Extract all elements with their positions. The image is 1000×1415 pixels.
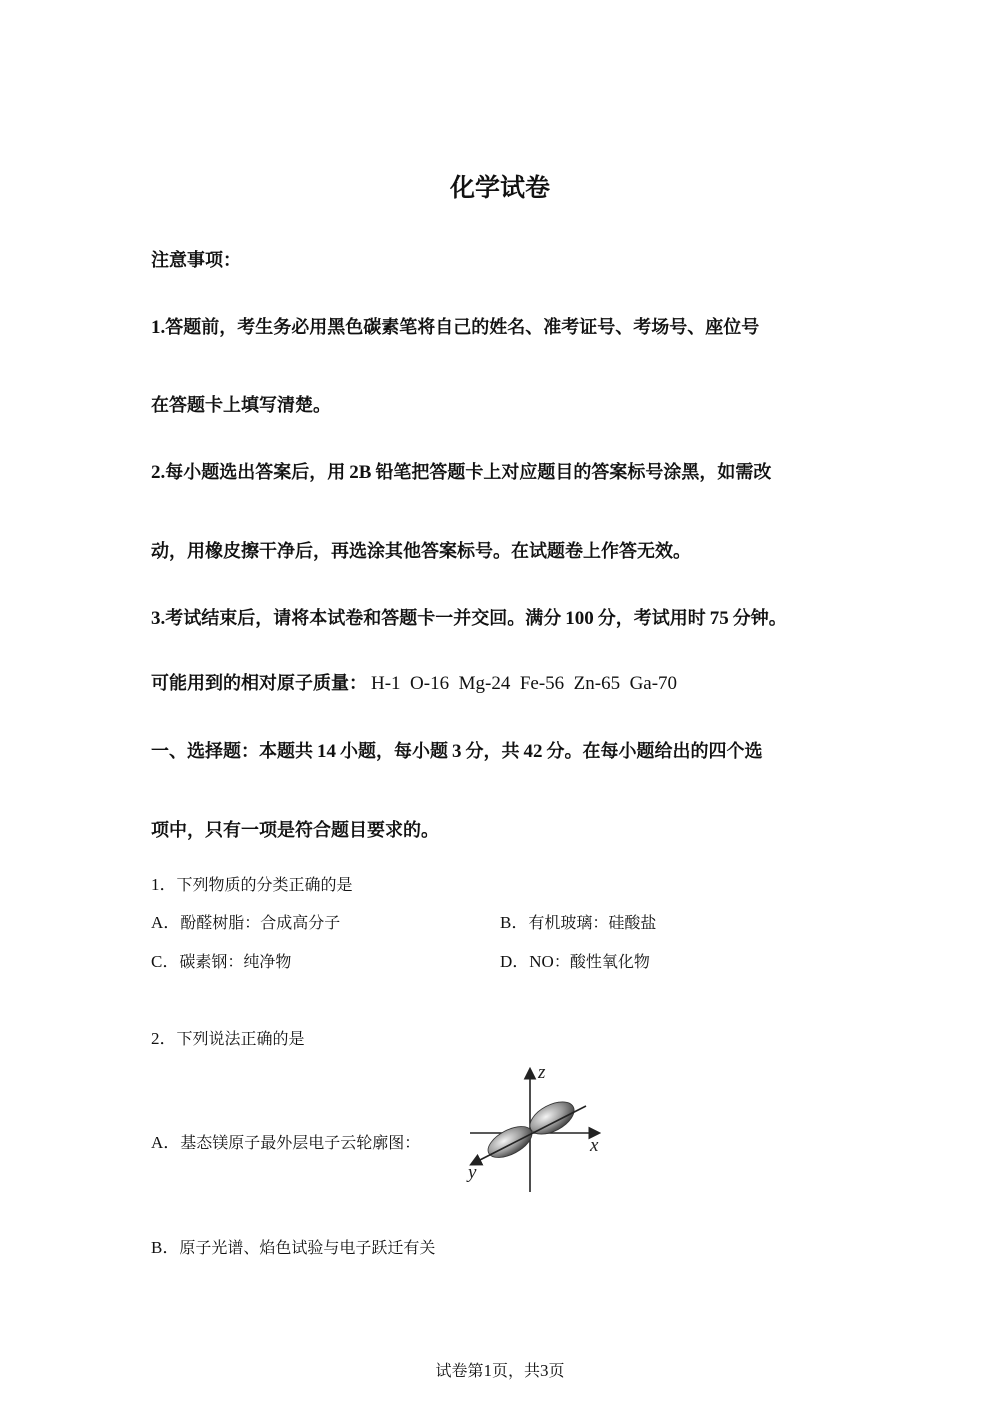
- footer-text-a: 试卷第: [435, 1361, 484, 1380]
- option-formula: NO: [529, 952, 554, 971]
- question-1-option-b: [500, 908, 656, 933]
- notice-3-text-c: 分钟。: [732, 608, 787, 629]
- notice-1-line-2: 在答题卡上填写清楚。: [151, 395, 331, 416]
- notice-2-number: 2.: [151, 462, 166, 483]
- option-text: 原子光谱、焰色试验与电子跃迁有关: [179, 1238, 436, 1257]
- notice-1-line-1: [151, 313, 759, 339]
- section-1-question-count: 14: [317, 741, 336, 762]
- orbital-lobe-upper: [525, 1095, 580, 1140]
- question-1-option-c: [151, 947, 291, 972]
- footer-total-pages: 3: [540, 1361, 549, 1380]
- section-1-heading-line-2: 项中，只有一项是符合题目要求的。: [151, 820, 439, 841]
- question-1-text: 下列物质的分类正确的是: [176, 875, 353, 894]
- notice-heading: 注意事项：: [151, 250, 241, 271]
- notice-2-text-a: 每小题选出答案后，用: [165, 462, 346, 483]
- question-2-stem: [151, 1024, 305, 1049]
- question-2-number: 2．: [151, 1029, 177, 1048]
- option-text: 有机玻璃：硅酸盐: [528, 913, 657, 932]
- option-letter: B．: [500, 913, 529, 932]
- notice-3: [151, 604, 787, 630]
- option-text: 碳素钢：纯净物: [179, 952, 292, 971]
- atomic-mass-label: 可能用到的相对原子质量：: [151, 673, 367, 694]
- footer-text-b: 页，共: [491, 1361, 540, 1380]
- notice-2-text-b: 铅笔把答题卡上对应题目的答案标号涂黑，如需改: [375, 462, 772, 483]
- option-letter: C．: [151, 952, 180, 971]
- p-orbital-figure: [460, 1060, 620, 1200]
- footer-text-c: 页: [548, 1361, 565, 1380]
- notice-1-number: 1.: [151, 317, 166, 338]
- notice-3-duration: 75: [709, 608, 729, 629]
- page-title: 化学试卷: [449, 173, 550, 202]
- atomic-mass-line: [151, 669, 677, 695]
- notice-2-line-2: 动，用橡皮擦干净后，再选涂其他答案标号。在试题卷上作答无效。: [151, 541, 691, 562]
- section-1-text-a: 一、选择题：本题共: [151, 741, 313, 762]
- notice-3-text-b: 分，考试用时: [597, 608, 706, 629]
- z-axis-label: z: [538, 1062, 546, 1083]
- option-letter: A．: [151, 913, 181, 932]
- option-letter: D．: [500, 952, 530, 971]
- question-2-text: 下列说法正确的是: [176, 1029, 305, 1048]
- y-axis-label: y: [468, 1162, 477, 1183]
- notice-2-pencil-grade: 2B: [349, 462, 372, 483]
- notice-3-text-a: 考试结束后，请将本试卷和答题卡一并交回。满分: [165, 608, 562, 629]
- question-1-option-a: [151, 908, 340, 933]
- question-2-option-a: [151, 1128, 420, 1153]
- section-1-heading-line-1: [151, 737, 763, 763]
- option-text: 酚醛树脂：合成高分子: [180, 913, 341, 932]
- atomic-mass-values: H-1 O-16 Mg-24 Fe-56 Zn-65 Ga-70: [371, 673, 678, 694]
- page-footer: [0, 1358, 1000, 1381]
- x-axis-label: x: [590, 1135, 599, 1156]
- option-text: 基态镁原子最外层电子云轮廓图：: [180, 1133, 421, 1152]
- question-2-option-b: [151, 1233, 435, 1258]
- notice-3-full-score: 100: [565, 608, 594, 629]
- section-1-points-each: 3: [452, 741, 462, 762]
- section-1-total-points: 42: [523, 741, 543, 762]
- option-letter: B．: [151, 1238, 180, 1257]
- question-1-option-d: [500, 947, 650, 972]
- option-letter: A．: [151, 1133, 181, 1152]
- notice-3-number: 3.: [151, 608, 166, 629]
- y-axis: [472, 1106, 586, 1164]
- question-1-number: 1．: [151, 875, 177, 894]
- notice-1-text: 答题前，考生务必用黑色碳素笔将自己的姓名、准考证号、考场号、座位号: [165, 317, 760, 338]
- orbital-lobe-lower: [483, 1120, 537, 1164]
- option-text: ：酸性氧化物: [553, 952, 650, 971]
- question-1-stem: [151, 870, 353, 895]
- notice-2-line-1: [151, 458, 771, 484]
- section-1-text-b: 小题，每小题: [340, 741, 448, 762]
- section-1-text-d: 分。在每小题给出的四个选: [546, 741, 763, 762]
- footer-page-number: 1: [483, 1361, 492, 1380]
- section-1-text-c: 分，共: [465, 741, 520, 762]
